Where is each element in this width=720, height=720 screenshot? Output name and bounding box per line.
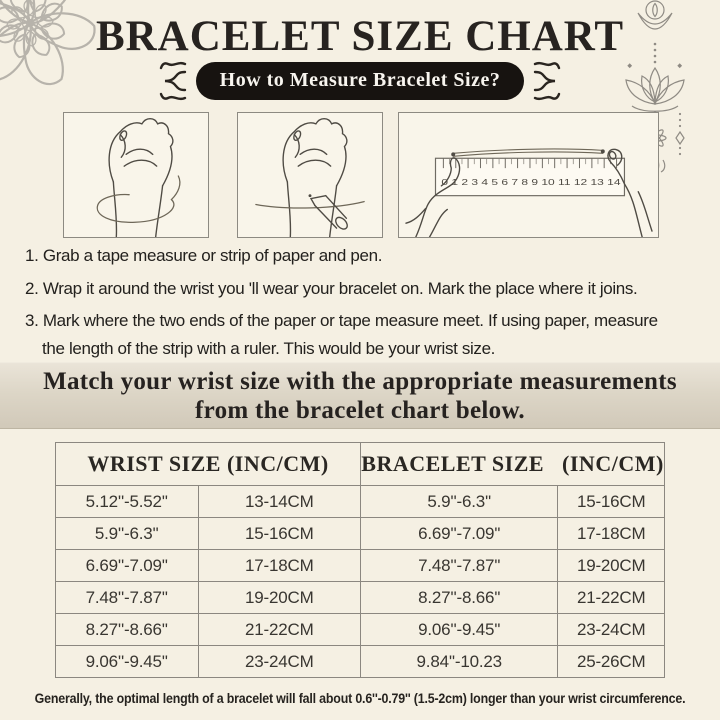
table-cell: 8.27''-8.66'' xyxy=(361,582,558,614)
table-cell: 6.69''-7.09'' xyxy=(56,550,199,582)
illustration-ruler-measure xyxy=(398,112,659,238)
measure-badge: How to Measure Bracelet Size? xyxy=(196,62,525,100)
table-cell: 8.27''-8.66'' xyxy=(56,614,199,646)
ruler-scale-numbers: 0 1 2 3 4 5 6 7 8 9 10 11 12 13 14 xyxy=(441,177,622,187)
table-cell: 23-24CM xyxy=(198,646,361,678)
table-cell: 7.48''-7.87'' xyxy=(56,582,199,614)
illustration-fist-tape xyxy=(63,112,209,238)
table-cell: 5.9''-6.3'' xyxy=(361,486,558,518)
table-cell: 9.84''-10.23 xyxy=(361,646,558,678)
instruction-line-3-cont: the length of the strip with a ruler. This would be your wrist size. xyxy=(42,339,496,358)
table-cell: 15-16CM xyxy=(558,486,665,518)
instruction-line-3: 3. Mark where the two ends of the paper or tape measure meet. If using paper, measure xyxy=(25,311,658,330)
table-cell: 9.06''-9.45'' xyxy=(56,646,199,678)
table-cell: 6.69''-7.09'' xyxy=(361,518,558,550)
table-row xyxy=(56,486,665,518)
table-cell: 25-26CM xyxy=(558,646,665,678)
page-title: BRACELET SIZE CHART xyxy=(95,13,625,60)
footer-note: Generally, the optimal length of a bracelet will fall about 0.6''-0.79'' (1.5-2cm) longer than your wrist circumference. xyxy=(34,691,686,706)
instruction-line-1: 1. Grab a tape measure or strip of paper and pen. xyxy=(25,246,383,265)
table-cell: 5.9''-6.3'' xyxy=(56,518,199,550)
illustration-fist-pen-mark xyxy=(237,112,383,238)
table-cell: 15-16CM xyxy=(198,518,361,550)
badge-row xyxy=(0,61,720,101)
table-cell: 13-14CM xyxy=(198,486,361,518)
table-cell: 21-22CM xyxy=(558,582,665,614)
table-cell: 19-20CM xyxy=(198,582,361,614)
instructions-list xyxy=(25,245,713,360)
table-cell: 5.12''-5.52'' xyxy=(56,486,199,518)
table-row xyxy=(56,582,665,614)
table-row xyxy=(56,518,665,550)
size-table xyxy=(55,442,665,678)
table-row xyxy=(56,646,665,678)
table-cell: 23-24CM xyxy=(558,614,665,646)
match-banner-line-2: from the bracelet chart below. xyxy=(195,396,525,424)
wrist-size-header: WRIST SIZE (INC/CM) xyxy=(56,443,361,486)
table-cell: 17-18CM xyxy=(558,518,665,550)
flourish-left-icon xyxy=(157,59,187,103)
match-banner xyxy=(0,362,720,429)
table-cell: 19-20CM xyxy=(558,550,665,582)
table-cell: 9.06''-9.45'' xyxy=(361,614,558,646)
instruction-line-2: 2. Wrap it around the wrist you 'll wear your bracelet on. Mark the place where it joins. xyxy=(25,279,638,298)
bracelet-size-header: BRACELET SIZE (INC/CM) xyxy=(361,443,665,486)
match-banner-line-1: Match your wrist size with the appropriate measurements xyxy=(43,367,677,395)
table-cell: 7.48''-7.87'' xyxy=(361,550,558,582)
table-row xyxy=(56,614,665,646)
flourish-right-icon xyxy=(533,59,563,103)
size-table-header-row xyxy=(56,443,665,486)
table-cell: 21-22CM xyxy=(198,614,361,646)
table-cell: 17-18CM xyxy=(198,550,361,582)
table-row xyxy=(56,550,665,582)
